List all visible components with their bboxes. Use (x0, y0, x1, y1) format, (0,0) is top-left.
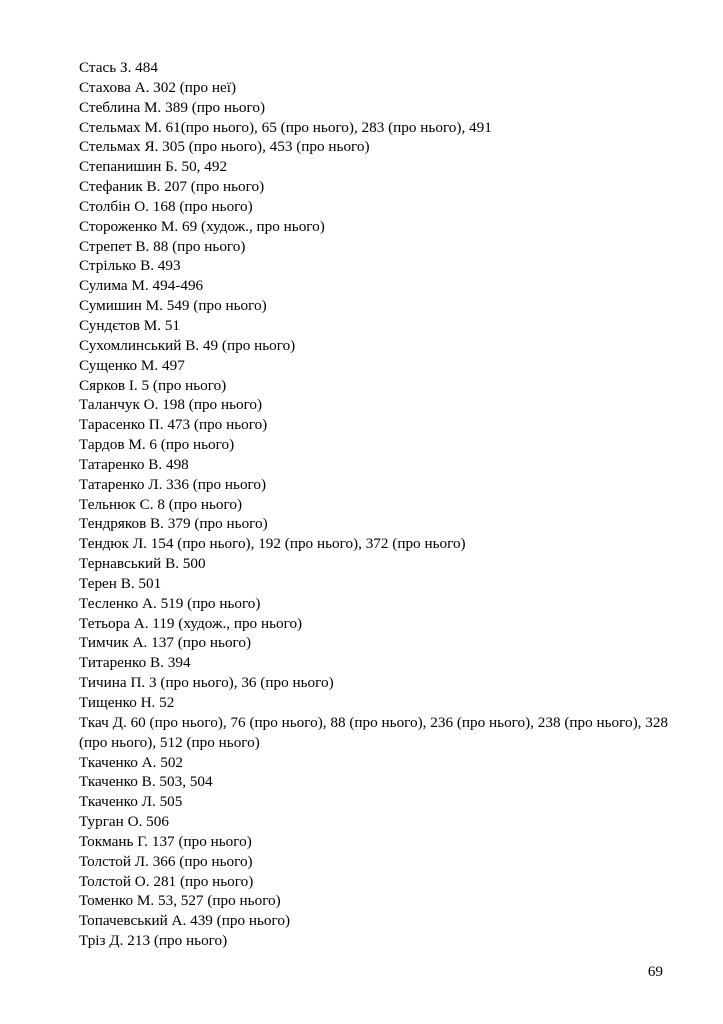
index-entry: Тардов М. 6 (про нього) (79, 436, 235, 454)
index-entry: Стельмах Я. 305 (про нього), 453 (про нього) (79, 138, 370, 156)
index-entry: Столбін О. 168 (про нього) (79, 197, 253, 215)
index-entry: Топачевський А. 439 (про нього) (79, 912, 291, 930)
index-entry: Терен В. 501 (79, 574, 162, 592)
index-entry: Стороженко М. 69 (худож., про нього) (79, 217, 325, 235)
index-entry: Ткаченко В. 503, 504 (79, 773, 213, 791)
index-entry: Сярков І. 5 (про нього) (79, 376, 227, 394)
page-number: 69 (647, 963, 663, 980)
index-entry: Тетьора А. 119 (худож., про нього) (79, 614, 303, 632)
index-entry: Сущенко М. 497 (79, 356, 185, 374)
index-entry: Тичина П. 3 (про нього), 36 (про нього) (79, 674, 334, 692)
index-entry: Тріз Д. 213 (про нього) (79, 932, 228, 950)
index-entry: Сундєтов М. 51 (79, 316, 181, 334)
index-entry: Стрілько В. 493 (79, 257, 181, 275)
index-entry: Стеблина М. 389 (про нього) (79, 98, 266, 116)
index-entry: Тернавський В. 500 (79, 555, 206, 573)
index-entry: Сумишин М. 549 (про нього) (79, 297, 267, 315)
index-entry: Тарасенко П. 473 (про нього) (79, 416, 268, 434)
index-entry: Таланчук О. 198 (про нього) (79, 396, 263, 414)
index-entry: Тищенко Н. 52 (79, 694, 175, 711)
index-entry: Стельмах М. 61(про нього), 65 (про нього), 283 (про нього), 491 (79, 118, 492, 136)
index-entry: Сухомлинський В. 49 (про нього) (79, 336, 296, 354)
index-entry: Стрепет В. 88 (про нього) (79, 237, 246, 255)
index-entry: Татаренко В. 498 (79, 455, 189, 473)
index-entry: Томенко М. 53, 527 (про нього) (79, 892, 281, 910)
index-entry: Стахова А. 302 (про неї) (79, 78, 237, 96)
index-entry: Сулима М. 494-496 (79, 277, 204, 295)
index-entry: Тендюк Л. 154 (про нього), 192 (про нього), 372 (про нього) (79, 535, 466, 553)
index-entry: Ткаченко Л. 505 (79, 793, 183, 811)
index-entry: Степанишин Б. 50, 492 (79, 158, 228, 176)
index-entry: Тендряков В. 379 (про нього) (79, 515, 268, 533)
index-entry: Татаренко Л. 336 (про нього) (79, 475, 267, 493)
index-entry: Титаренко В. 394 (79, 654, 191, 672)
index-entry: Ткаченко А. 502 (79, 753, 184, 771)
index-entry: Стефаник В. 207 (про нього) (79, 178, 265, 196)
index-entry: Тесленко А. 519 (про нього) (79, 594, 261, 612)
index-entry: Тельнюк С. 8 (про нього) (79, 495, 243, 513)
index-entry: Турган О. 506 (79, 813, 169, 831)
index-entry: Толстой Л. 366 (про нього) (79, 852, 253, 870)
name-index-list (79, 58, 679, 951)
index-entry: Ткач Д. 60 (про нього), 76 (про нього), 88 (про нього), 236 (про нього), 238 (про нього), 328 (про нього), 512 (про нього) (79, 713, 669, 751)
index-entry: Токмань Г. 137 (про нього) (79, 832, 252, 850)
index-entry: Толстой О. 281 (про нього) (79, 872, 254, 890)
index-entry: Стась З. 484 (79, 59, 158, 76)
index-entry: Тимчик А. 137 (про нього) (79, 634, 252, 652)
